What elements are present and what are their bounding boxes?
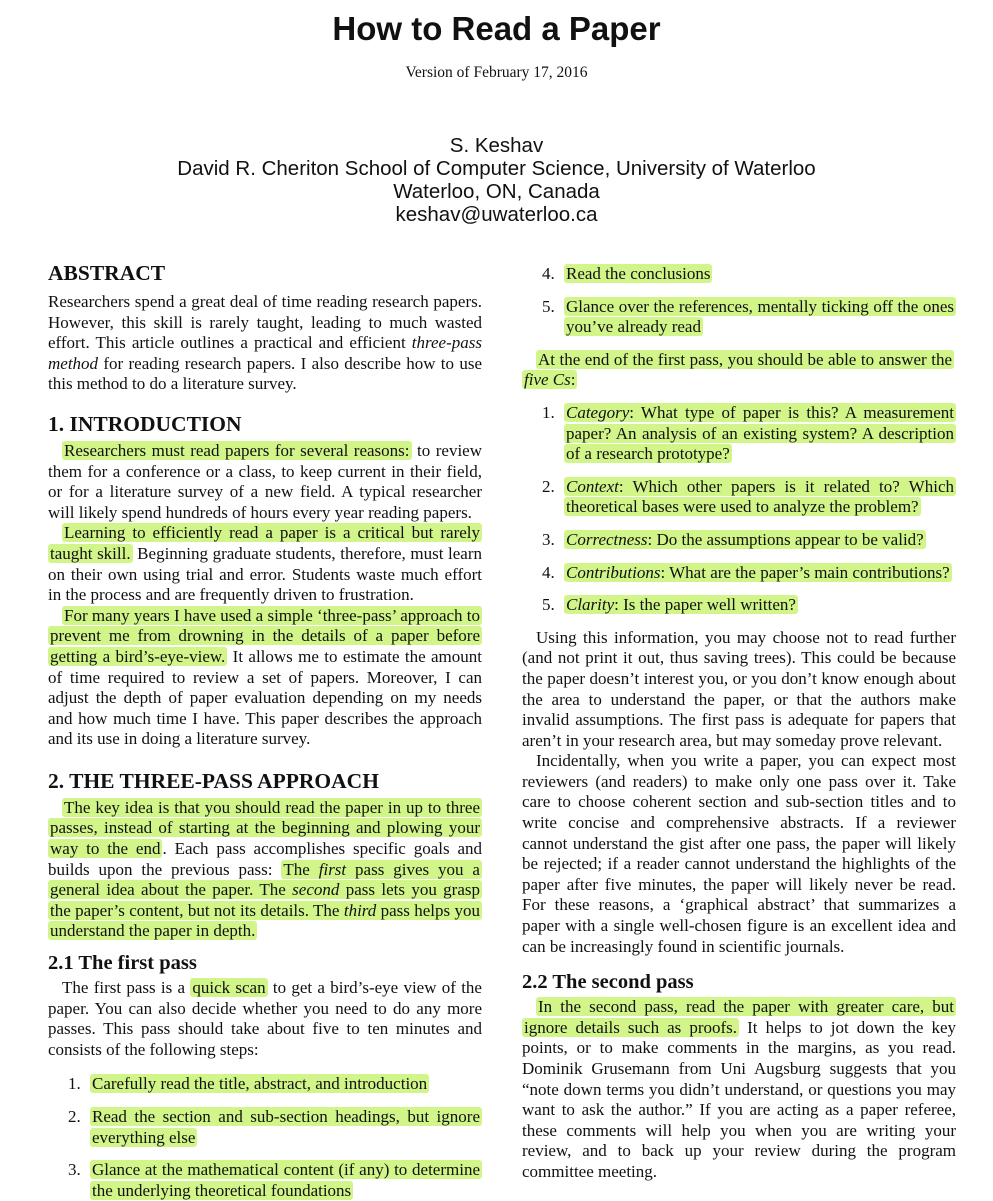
first-pass-heading: 2.1 The first pass (48, 952, 197, 975)
introduction-heading: 1. INTRODUCTION (48, 411, 242, 436)
first-pass-paragraph-2: Using this information, you may choose not to read further (and not print it out, thus saving trees). This could be because the paper doesn’t interest you, or you don’t know enough about the area to understand the paper, or that the authors make invalid assumptions. The first pass is adequate for papers that aren’t in your research area, but may someday prove relevant. (522, 627, 956, 750)
first-pass-steps-continued (522, 264, 956, 338)
highlight: In the second pass, read the paper with greater care, but ignore details such as proofs. (524, 997, 954, 1037)
list-item: 5. Glance over the references, mentally ticking off the ones you’ve already read (542, 296, 954, 337)
second-pass-heading: 2.2 The second pass (522, 971, 694, 994)
highlight: Glance at the mathematical content (if any) to determine the underlying theoretical foundations (92, 1160, 480, 1200)
left-column (48, 260, 482, 1201)
intro-paragraph-1: Researchers must read papers for several reasons: to review them for a conference or a class, to keep current in their field, or for a literature survey of a new field. A typical researcher will likely spend hundreds of hours every year reading papers. (48, 440, 483, 522)
highlight: Correctness: Do the assumptions appear to be valid? (566, 529, 924, 549)
author-email[interactable]: keshav@uwaterloo.ca (395, 203, 598, 226)
list-item: 3. Correctness: Do the assumptions appear to be valid? (542, 529, 924, 549)
three-pass-paragraph: The key idea is that you should read the paper in up to three passes, instead of starting at the beginning and plowing your way to the end . Each pass accomplishes specific goals and builds upon the previous pass: The first pass gives you a general idea about the paper. The second pass lets you grasp the paper’s content, but not its details. The third pass helps you understand the paper in depth. (48, 797, 483, 941)
highlight: Category: What type of paper is this? A measurement paper? An analysis of an existing system? A description of a research prototype? (566, 402, 954, 464)
first-pass-paragraph-3: Incidentally, when you write a paper, you can expect most reviewers (and readers) to make only one pass over it. Take care to choose coherent section and sub-section titles and to write concise and comprehensive abstracts. If a reviewer cannot understand the gist after one pass, the paper will likely be rejected; if a reader cannot understand the highlights of the paper after five minutes, the paper will likely never be read. For these reasons, a ‘graphical abstract’ that summarizes a paper with a single well-chosen figure is an excellent idea and can be increasingly found in scientific journals. (522, 751, 956, 956)
five-cs-intro (522, 350, 956, 391)
highlight: Carefully read the title, abstract, and introduction (92, 1074, 428, 1094)
list-item: 1. Carefully read the title, abstract, and introduction (68, 1074, 428, 1094)
highlight: For many years I have used a simple ‘three-pass’ approach to prevent me from drowning in the details of a paper before getting a bird’s-eye-view. (50, 605, 481, 666)
list-item: 3. Glance at the mathematical content (if any) to determine the underlying theoretical foundations (68, 1160, 480, 1200)
abstract-text: Researchers spend a great deal of time reading research papers. However, this skill is rarely taught, leading to much wasted effort. This article outlines a practical and efficient three-pass method for reading research papers. I also describe how to use this method to do a literature survey. (48, 292, 482, 394)
three-pass-heading: 2. THE THREE-PASS APPROACH (48, 768, 379, 793)
highlight: quick scan (192, 978, 266, 998)
highlight: The key idea is that you should read the paper in up to three passes, instead of starting at the beginning and plowing your way to the end (50, 797, 480, 859)
highlight: Context: Which other papers is it related to? Which theoretical bases were used to analyze the problem? (566, 476, 954, 517)
right-column (522, 260, 956, 1183)
intro-paragraph-3: For many years I have used a simple ‘three-pass’ approach to prevent me from drowning in the details of a paper before getting a bird’s-eye-view. It allows me to estimate the amount of time required to review a set of papers. Moreover, I can adjust the depth of paper evaluation depending on my needs and how much time I have. This paper describes the approach and its use in doing a literature survey. (48, 605, 482, 749)
version-line: Version of February 17, 2016 (405, 64, 588, 81)
list-item: 5. Clarity: Is the paper well written? (542, 595, 796, 615)
list-item: 4. Contributions: What are the paper’s main contributions? (542, 562, 950, 582)
intro-paragraph-2: Learning to efficiently read a paper is a critical but rarely taught skill. Beginning graduate students, therefore, must learn on their own using trial and error. Students waste much effort in the process and are frequently driven to frustration. (48, 523, 482, 605)
highlight: Read the conclusions (566, 264, 711, 283)
highlight: Learning to efficiently read a paper is a critical but rarely taught skill. (50, 523, 480, 563)
first-pass-paragraph: The first pass is a quick scan to get a bird’s-eye view of the paper. You can also decide whether you need to do any more passes. This pass should take about five to ten minutes and consists of the following steps: (48, 978, 482, 1059)
abstract-heading: ABSTRACT (48, 261, 166, 285)
list-item: 2. Context: Which other papers is it related to? Which theoretical bases were used to analyze the problem? (542, 476, 954, 517)
highlight: The first pass gives you a general idea about the paper. The second pass lets you grasp the paper’s content, but not its details. The third pass helps you understand the paper in depth. (50, 859, 480, 941)
highlight: Contributions: What are the paper’s main contributions? (566, 562, 950, 582)
second-pass-paragraph: In the second pass, read the paper with greater care, but ignore details such as proofs. It helps to jot down the key points, or to make comments in the margins, as you read. Dominik Grusemann from Uni Augsburg suggests that you “note down terms you didn’t understand, or questions you may want to ask the author.” If you are acting as a paper referee, these comments will help you when you are writing your review, and to back up your review during the program committee meeting. (522, 997, 956, 1181)
list-item: 2. Read the section and sub-section headings, but ignore everything else (68, 1107, 480, 1147)
author-affiliation: David R. Cheriton School of Computer Science, University of Waterloo (177, 157, 816, 180)
list-item: 1. Category: What type of paper is this? A measurement paper? An analysis of an existing system? A description of a research prototype? (542, 402, 954, 464)
five-cs-list (522, 403, 956, 616)
list-item: 4. Read the conclusions (542, 264, 711, 283)
author-name: S. Keshav (449, 134, 544, 157)
highlight: Read the section and sub-section headings, but ignore everything else (92, 1107, 480, 1147)
author-location: Waterloo, ON, Canada (393, 180, 600, 203)
author-block (0, 134, 993, 226)
highlight: Clarity: Is the paper well written? (566, 595, 796, 615)
paper-title: How to Read a Paper (332, 10, 661, 47)
highlight: At the end of the first pass, you should be able to answer the five Cs: (524, 349, 952, 390)
highlight: Researchers must read papers for several reasons: (64, 440, 410, 460)
highlight: Glance over the references, mentally ticking off the ones you’ve already read (566, 296, 954, 337)
first-pass-steps (48, 1074, 482, 1201)
